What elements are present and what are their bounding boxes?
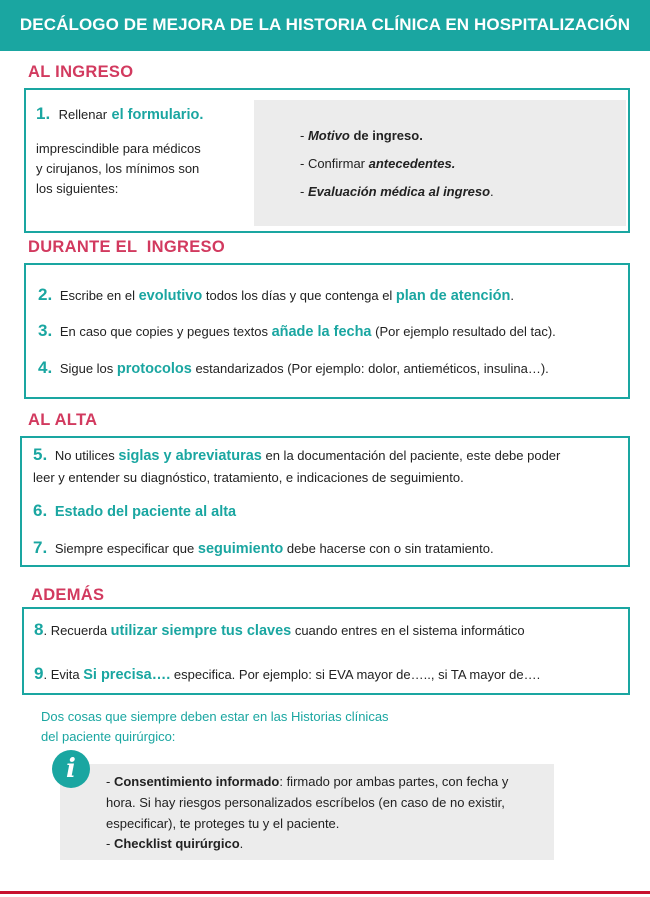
info-icon: i bbox=[52, 750, 90, 788]
item-4 bbox=[38, 358, 549, 378]
item-2 bbox=[38, 285, 514, 305]
item-number: 2. bbox=[38, 285, 53, 304]
list-dash: - bbox=[300, 128, 308, 143]
section-title-ademas: ADEMÁS bbox=[31, 586, 105, 604]
list-item-motivo bbox=[300, 128, 423, 143]
page-title: DECÁLOGO DE MEJORA DE LA HISTORIA CLÍNICA EN HOSPITALIZACIÓN bbox=[19, 15, 631, 34]
item-text: Sigue los bbox=[59, 361, 117, 376]
list-em: Motivo bbox=[307, 128, 350, 143]
item-5 bbox=[33, 445, 560, 465]
item-number: 9 bbox=[34, 664, 44, 683]
item-6 bbox=[33, 501, 236, 521]
desc-line: los siguientes: bbox=[36, 181, 119, 196]
note-line: del paciente quirúrgico: bbox=[41, 729, 176, 744]
list-dash: - bbox=[300, 184, 308, 199]
list-em: Evaluación médica al ingreso bbox=[307, 184, 491, 199]
list-line: especificar), te proteges tu y el paciente. bbox=[106, 816, 340, 831]
item-text: . Recuerda bbox=[43, 623, 111, 638]
list-em: Consentimiento informado bbox=[113, 774, 280, 789]
list-rest: : firmado por ambas partes, con fecha y bbox=[279, 774, 509, 789]
item-text: Escribe en el bbox=[59, 288, 139, 303]
item-text: . bbox=[510, 288, 514, 303]
item-text: cuando entres en el sistema informático bbox=[291, 623, 525, 638]
note-line: Dos cosas que siempre deben estar en las Historias clínicas bbox=[41, 709, 389, 724]
section-title-durante: DURANTE EL INGRESO bbox=[28, 238, 225, 256]
item-highlight: seguimiento bbox=[197, 541, 284, 557]
item-number: 7. bbox=[33, 538, 48, 557]
desc-line: imprescindible para médicos bbox=[36, 141, 201, 156]
item-text: Siempre especificar que bbox=[54, 541, 198, 556]
item-text: todos los días y que contenga el bbox=[202, 288, 396, 303]
item-1-text: Rellenar bbox=[58, 107, 108, 122]
item-1-highlight: el formulario. bbox=[111, 107, 204, 123]
item-highlight: evolutivo bbox=[138, 288, 203, 304]
item-1-description bbox=[36, 139, 201, 199]
list-rest: . bbox=[490, 184, 494, 199]
item-text: (Por ejemplo resultado del tac). bbox=[371, 324, 556, 339]
item-text: No utilices bbox=[54, 448, 119, 463]
item-highlight: añade la fecha bbox=[271, 324, 372, 340]
desc-line: y cirujanos, los mínimos son bbox=[36, 161, 200, 176]
surgical-info-panel bbox=[60, 764, 554, 860]
item-1-heading bbox=[36, 104, 203, 124]
list-item-evaluacion bbox=[300, 184, 494, 199]
list-rest: de ingreso. bbox=[349, 128, 423, 143]
section-title-alta: AL ALTA bbox=[28, 411, 98, 429]
item-9 bbox=[34, 664, 540, 684]
list-dash: - bbox=[106, 836, 114, 851]
checklist-item bbox=[106, 836, 243, 851]
item-number: 4. bbox=[38, 358, 53, 377]
item-highlight: protocolos bbox=[116, 361, 192, 377]
item-text: En caso que copies y pegues textos bbox=[59, 324, 272, 339]
item-highlight: Estado del paciente al alta bbox=[54, 504, 237, 520]
item-text: estandarizados (Por ejemplo: dolor, antieméticos, insulina…). bbox=[191, 361, 549, 376]
durante-box bbox=[24, 263, 630, 399]
list-dash: - Confirmar bbox=[300, 156, 369, 171]
list-dash: - bbox=[106, 774, 114, 789]
bottom-divider bbox=[0, 891, 650, 894]
item-3 bbox=[38, 321, 556, 341]
surgical-note bbox=[41, 707, 389, 747]
item-text: . Evita bbox=[43, 667, 84, 682]
item-8 bbox=[34, 620, 525, 640]
list-item-antecedentes bbox=[300, 156, 455, 171]
item-number: 6. bbox=[33, 501, 48, 520]
item-highlight: Si precisa…. bbox=[83, 667, 171, 683]
item-highlight: siglas y abreviaturas bbox=[118, 448, 262, 464]
ingreso-box bbox=[24, 88, 630, 233]
alta-box bbox=[20, 436, 630, 567]
section-title-ingreso: AL INGRESO bbox=[28, 63, 134, 81]
list-rest: . bbox=[239, 836, 244, 851]
item-number: 1. bbox=[36, 104, 51, 123]
item-number: 3. bbox=[38, 321, 53, 340]
consentimiento-item bbox=[106, 771, 508, 834]
item-number: 5. bbox=[33, 445, 48, 464]
item-text: debe hacerse con o sin tratamiento. bbox=[283, 541, 494, 556]
item-highlight: utilizar siempre tus claves bbox=[110, 623, 292, 639]
item-highlight: plan de atención bbox=[395, 288, 511, 304]
list-em: Checklist quirúrgico bbox=[113, 836, 240, 851]
item-text: especifica. Por ejemplo: si EVA mayor de….., si TA mayor de…. bbox=[170, 667, 541, 682]
ingreso-minimums-panel bbox=[254, 100, 626, 226]
header-banner bbox=[0, 0, 650, 51]
ademas-box bbox=[22, 607, 630, 695]
item-7 bbox=[33, 538, 494, 558]
list-line: hora. Si hay riesgos personalizados escríbelos (en caso de no existir, bbox=[106, 795, 505, 810]
item-text: en la documentación del paciente, este debe poder bbox=[261, 448, 561, 463]
item-5-line-2: leer y entender su diagnóstico, tratamiento, e indicaciones de seguimiento. bbox=[33, 470, 464, 485]
list-em: antecedentes. bbox=[368, 156, 456, 171]
item-number: 8 bbox=[34, 620, 44, 639]
